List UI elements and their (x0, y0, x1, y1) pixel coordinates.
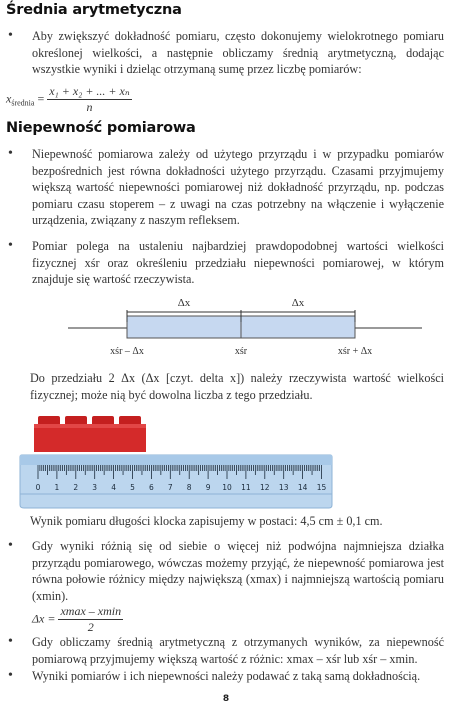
ruler-number: 12 (260, 483, 270, 492)
bullet-dot: • (8, 28, 13, 43)
ruler-number: 1 (54, 483, 60, 492)
ruler-number: 13 (278, 483, 289, 492)
ruler-number: 11 (241, 483, 251, 492)
bullet-dot: • (8, 238, 13, 253)
ruler-number: 3 (92, 483, 98, 492)
block-ruler-illustration (0, 410, 452, 510)
result-caption: Wynik pomiaru długości klocka zapisujemy w postaci: 4,5 cm ± 0,1 cm. (30, 514, 383, 528)
ruler-number: 2 (73, 483, 79, 492)
lego-block (34, 416, 146, 452)
ruler-number: 10 (222, 483, 232, 492)
ruler-number: 8 (186, 483, 192, 492)
bullet-dot: • (8, 146, 13, 161)
uncertainty-formula: Δx = $\frac{xmax - xmin}{2}$ (32, 604, 122, 634)
section-heading-mean: Średnia arytmetyczna (6, 2, 182, 18)
section-heading-uncertainty: Niepewność pomiarowa (6, 120, 196, 136)
ruler (20, 455, 332, 508)
mean-fraction: $\frac{\text{x₁ + x₂ + ... + xₙ}}{n}$ (49, 84, 130, 114)
mean-formula: $x_{średnia}$ = $\frac{\text{x₁ + x₂ + ... + xₙ}}{n}$ (6, 84, 130, 114)
bullet-dot: • (8, 538, 13, 553)
ruler-number: 7 (167, 483, 173, 492)
ruler-number: 15 (316, 483, 327, 492)
mean-paragraph: Aby zwiększyć dokładność pomiaru, często dokonujemy wielokrotnego pomiaru określonej wielkości, a następnie obliczamy średnią arytmetyczną, dodając wszystkie wyniki i dzieląc otrzymaną sumę przez liczbę pomiarów: (32, 29, 444, 77)
interval-paragraph: Do przedziału 2 Δx (Δx [czyt. delta x]) należy rzeczywista wartość wielkości fizycznej; może nią być dowolna liczba z tego przedziału. (30, 371, 444, 402)
precision-paragraph: Wyniki pomiarów i ich niepewności należy podawać z taką samą dokładnością. (32, 669, 421, 683)
bullet-dot: • (8, 634, 13, 649)
label-left: xśr – Δx (110, 346, 144, 357)
uncertainty-paragraph: Niepewność pomiarowa zależy od użytego przyrządu i w przypadku pomiarów bezpośrednich jest równa dokładności użytego przyrządu. Czasami przyjmujemy większą wartość niepewności pomiarowej niż dokładność przyrządu, np. podczas pomiaru czasu stoperem – z uwagi na czas potrzebny na włączenie i wyłączenie urządzenia, związany z naszym refleksem. (32, 147, 444, 228)
ruler-number: 9 (205, 483, 211, 492)
page-number: 8 (222, 694, 230, 704)
delta-right-label: Δx (291, 297, 305, 309)
ruler-number: 6 (149, 483, 154, 492)
label-mid: xśr (234, 346, 248, 357)
max-min-paragraph: Gdy wyniki różnią się od siebie o więcej niż podwójna najmniejsza działka przyrządu pomiarowego, wówczas możemy przyjąć, że niepewność pomiarowa jest równa połowie różnicy między największą (xmax) i najmniejszą wartością pomiaru (xmin). (32, 539, 444, 603)
ruler-number: 14 (297, 483, 308, 492)
label-right: xśr + Δx (337, 346, 373, 357)
uncertainty-fraction: $\frac{xmax - xmin}{2}$ (60, 604, 122, 634)
average-uncertainty-paragraph: Gdy obliczamy średnią arytmetyczną z otrzymanych wyników, za niepewność pomiarową przyjmujemy większą wartość z różnic: xmax – xśr lub xśr – xmin. (32, 635, 444, 666)
ruler-number: 0 (35, 483, 41, 492)
ruler-number: 4 (111, 483, 116, 492)
interval-diagram (0, 288, 452, 362)
bullet-dot: • (8, 668, 13, 683)
measurement-paragraph: Pomiar polega na ustaleniu najbardziej prawdopodobnej wartości wielkości fizycznej xśr oraz określeniu przedziału niepewności pomiarowej, w którym znajduje się wartość rzeczywista. (32, 239, 444, 287)
delta-left-label: Δx (177, 297, 191, 309)
ruler-number: 5 (130, 483, 135, 492)
